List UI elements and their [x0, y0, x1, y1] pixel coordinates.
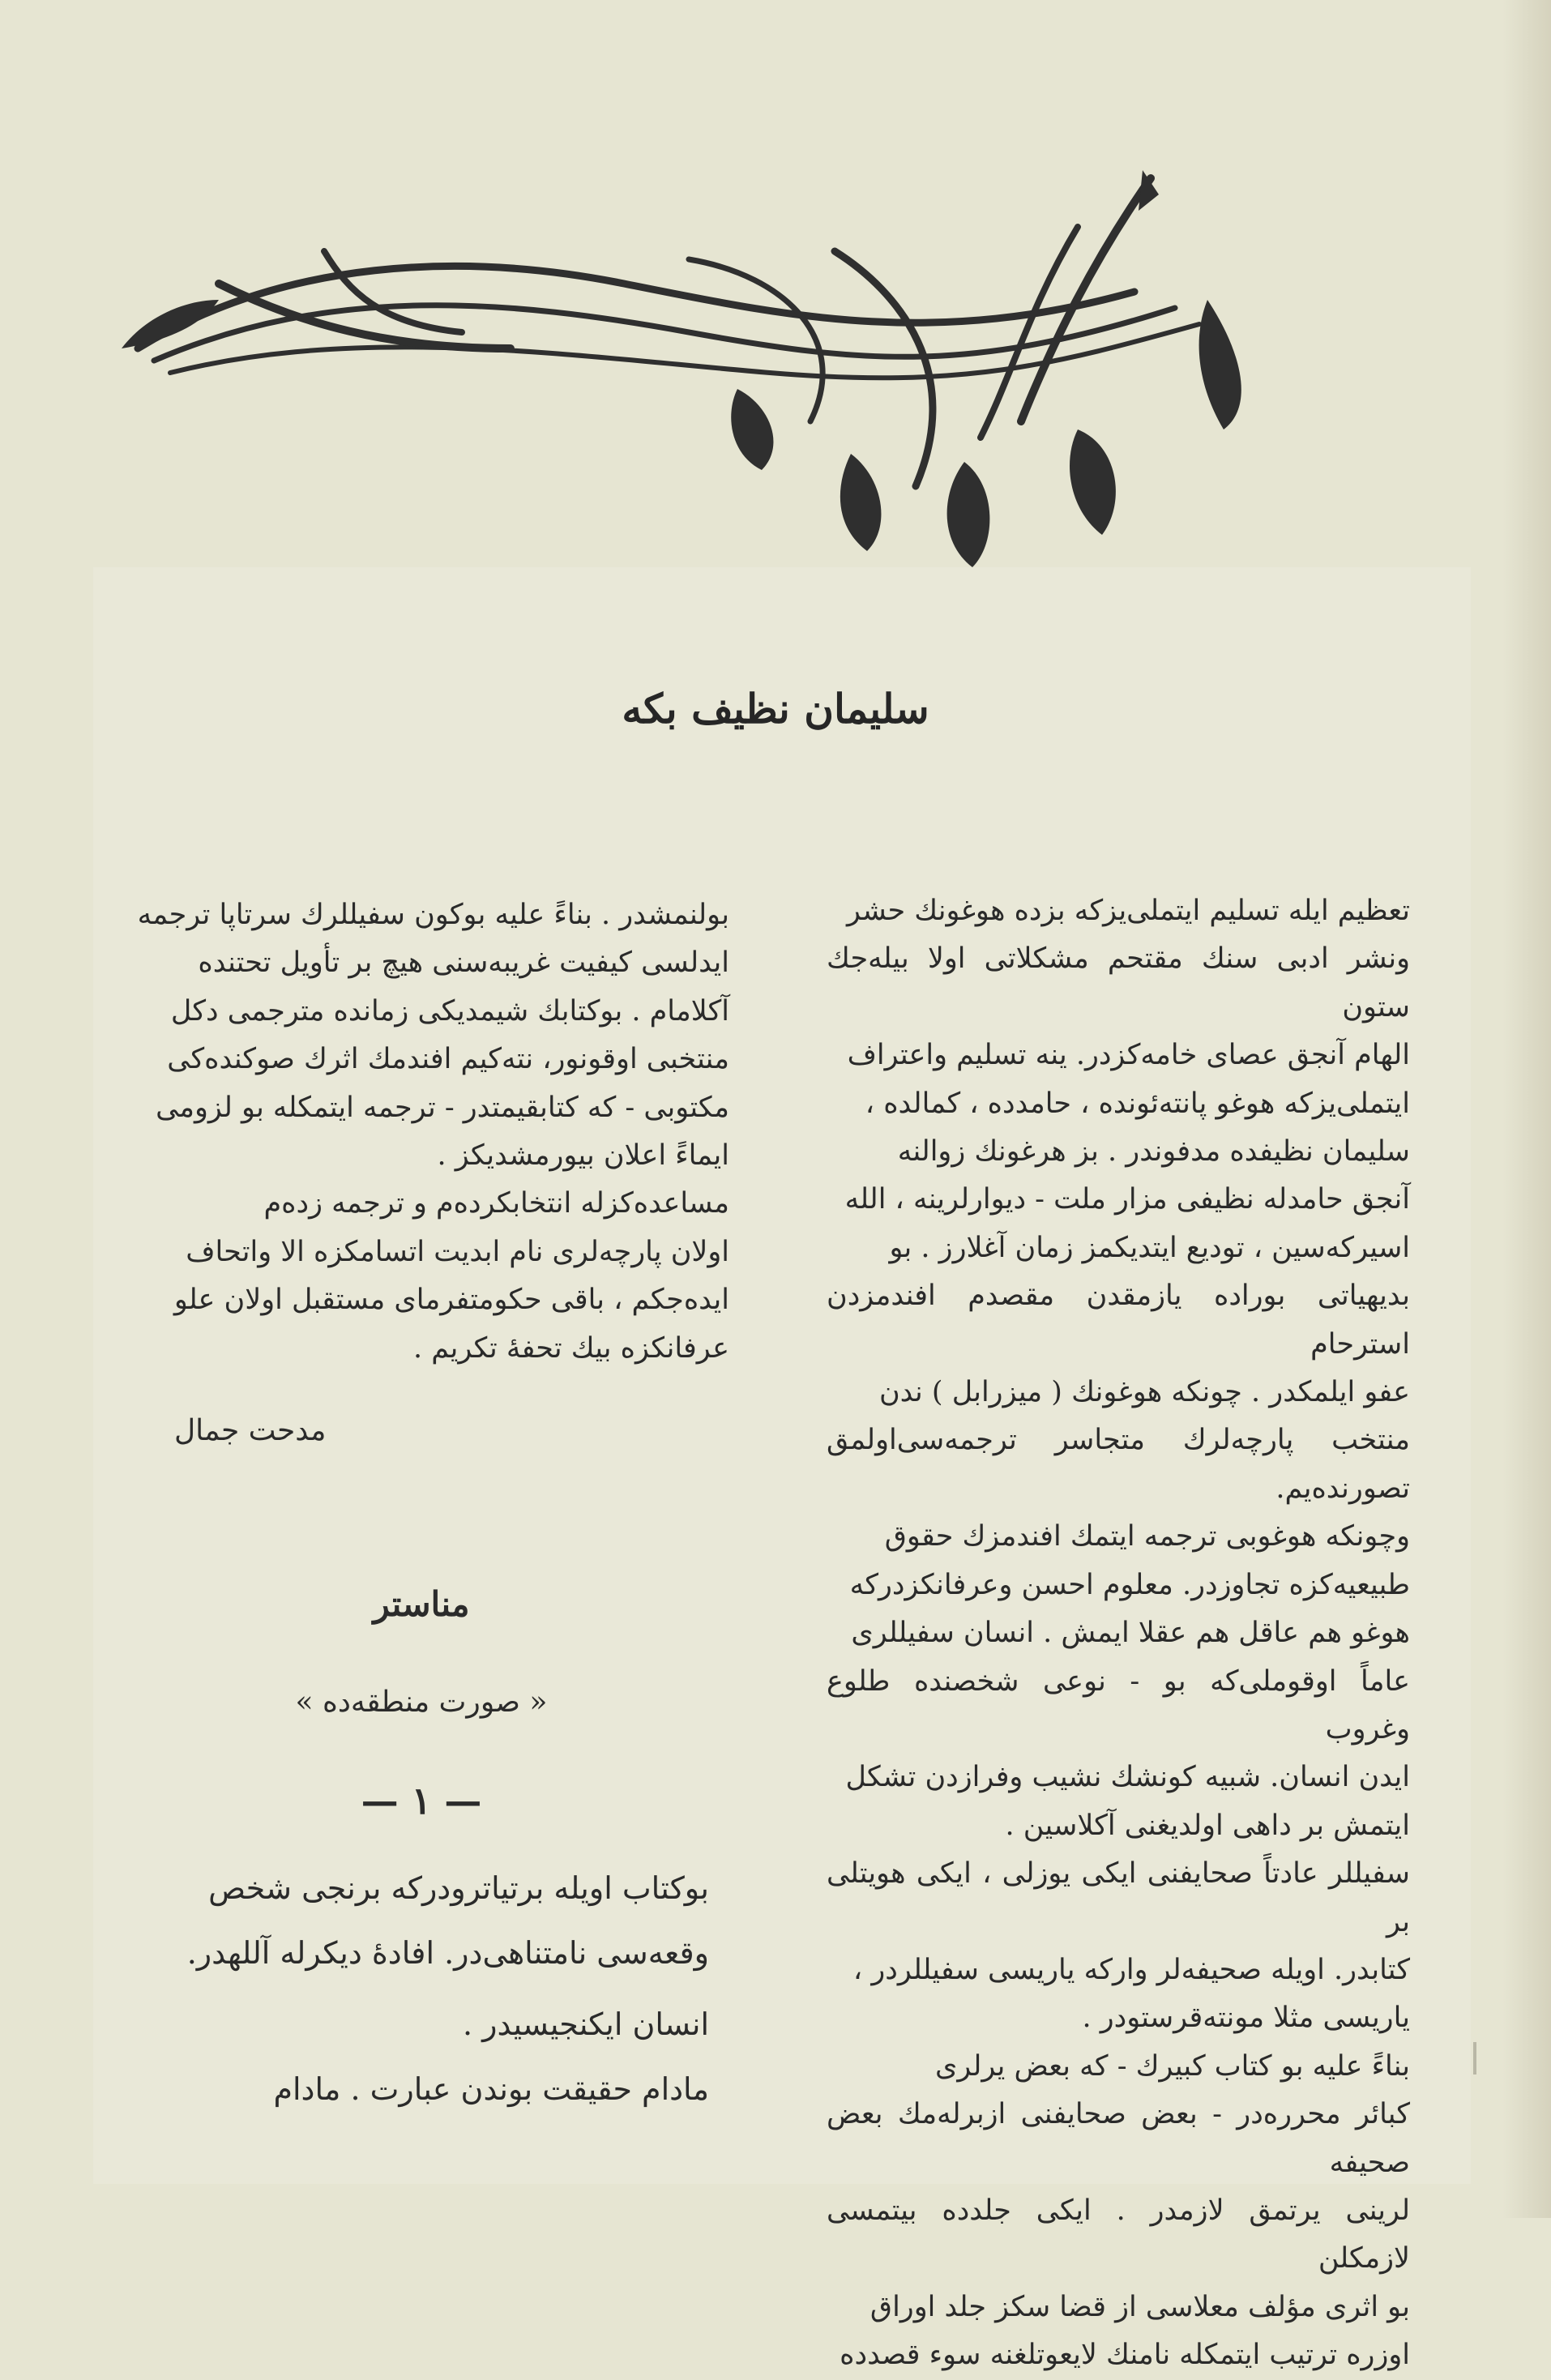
- text-line: کبائر محرره‌در - بعض صحایفنی ازبرلەمك بعض صحیفه: [827, 2098, 1410, 2179]
- text-line: بو اثری مؤلف معلاسی از قضا سکز جلد اوراق: [870, 2290, 1410, 2323]
- text-line: عرفانکزه بیك تحفۀ تکریم .: [413, 1331, 729, 1365]
- text-line: اسیرکه‌سین ، تودیع ایتدیکمز زمان آغلارز . بو: [889, 1231, 1410, 1264]
- bottom-left-text: [109, 1856, 709, 2121]
- floral-ornament: [122, 162, 1386, 583]
- text-line: ونشر ادبی سنك مقتحم مشکلاتی اولا بیله‌جك ستون: [827, 942, 1410, 1023]
- text-line: منتخب پارچه‌لرك متجاسر ترجمه‌سی‌اولمق تصورندەیم.: [827, 1424, 1410, 1505]
- text-line: بدیهیاتی بوراده یازمقدن مقصدم افندمزدن استرحام: [827, 1280, 1410, 1361]
- page-title: سلیمان نظیف بکه: [622, 685, 929, 733]
- right-column: [827, 887, 1410, 2380]
- text-line: ایدلسی کیفیت غریبه‌سنی هیچ بر تأویل تحتنده: [198, 946, 729, 980]
- text-line: ایماءً اعلان بیورمشدیکز .: [437, 1139, 729, 1173]
- text-line: سلیمان نظیفده مدفوندر . بز هرغونك زوالنه: [897, 1135, 1410, 1169]
- text-line: مکتوبی - که کتابقیمتدر - ترجمه ایتمکله بو لزومی: [156, 1091, 729, 1124]
- text-line: طبیعیه‌کزه تجاوزدر. معلوم احسن وعرفانکزدرکه: [849, 1568, 1410, 1601]
- text-line: بناءً علیه بو کتاب کبیرك - که بعض یرلری: [934, 2049, 1410, 2083]
- signature: مدحت جمال: [174, 1414, 327, 1447]
- text-line: مادام حقیقت بوندن عبارت . مادام: [273, 2071, 709, 2107]
- text-line: سفیللر عادتاً صحایفنی ایکی یوزلی ، ایکی هویتلی بر: [827, 1857, 1410, 1938]
- section-subtitle: « صورت منطقه‌ده »: [295, 1686, 548, 1719]
- left-column: [97, 891, 729, 1373]
- margin-mark: [1473, 2042, 1476, 2074]
- text-line: وچونکه هوغوبی ترجمه ایتمك افندمزك حقوق: [884, 1520, 1410, 1553]
- text-line: بوکتاب اویله برتیاترودرکه برنجی شخص: [208, 1870, 709, 1906]
- text-line: مساعده‌کزله انتخابکردەم و ترجمه زدەم: [263, 1187, 729, 1220]
- text-line: ایدن انسان. شبیه کونشك نشیب وفرازدن تشکل: [845, 1761, 1410, 1794]
- text-line: آنجق حامدله نظیفی مزار ملت - دیوارلرینه ، الله: [844, 1183, 1410, 1216]
- text-line: لرینی یرتمق لازمدر . ایکی جلدده بیتمسی لازمکلن: [827, 2194, 1410, 2275]
- text-line: یاریسی مثلا مونته‌قرستودر .: [1082, 2002, 1410, 2035]
- text-line: الهام آنجق عصای خامه‌کزدر. ینه تسلیم واعتراف: [847, 1039, 1410, 1072]
- text-line: وقعه‌سی نامتناهی‌در. افادۀ دیکرله آللهدر.: [186, 1935, 709, 1971]
- text-line: عفو ایلمکدر . چونکه هوغونك ( میزرابل ) ندن: [878, 1376, 1410, 1409]
- text-line: کتابدر. اویله صحیفه‌لر وارکه یاریسی سفیللردر ،: [852, 1953, 1410, 1986]
- section-number: — ١ —: [361, 1779, 482, 1822]
- section-title: مناستر: [373, 1584, 470, 1624]
- text-line: اولان پارچه‌لری نام ابدیت اتسامکزه الا واتحاف: [186, 1235, 729, 1268]
- text-line: ایده‌جکم ، باقی حکومتفرمای مستقبل اولان علو: [173, 1284, 729, 1317]
- text-line: بولنمشدر . بناءً علیه بوکون سفیللرك سرتاپا ترجمه: [137, 899, 729, 931]
- text-line: آکلامام . بوکتابك شیمدیکی زمانده مترجمی دکل: [170, 994, 729, 1028]
- text-line: هوغو هم عاقل هم عقلا ایمش . انسان سفیللری: [851, 1617, 1410, 1650]
- text-line: انسان ایکنجیسیدر .: [463, 2006, 709, 2042]
- text-line: عاماً اوقوملی‌که بو - نوعی شخصنده طلوع وغروب: [827, 1664, 1410, 1745]
- page-edge-shadow: [1502, 0, 1551, 2218]
- text-line: اوزره ترتیب ایتمکله نامنك لایعوتلغنه سوء قصدده: [840, 2339, 1410, 2372]
- text-line: تعظیم ایله تسلیم ایتملی‌یزکه بزده هوغونك حشر: [847, 895, 1410, 927]
- text-line: ایتمش بر داهی اولدیغنی آکلاسین .: [1005, 1809, 1410, 1842]
- text-line: منتخبی اوقونور، نته‌کیم افندمك اثرك صوکنده‌کی: [167, 1043, 729, 1076]
- text-line: ایتملی‌یزکه هوغو پانته‌ئونده ، حامدده ، کمالده ،: [865, 1087, 1410, 1120]
